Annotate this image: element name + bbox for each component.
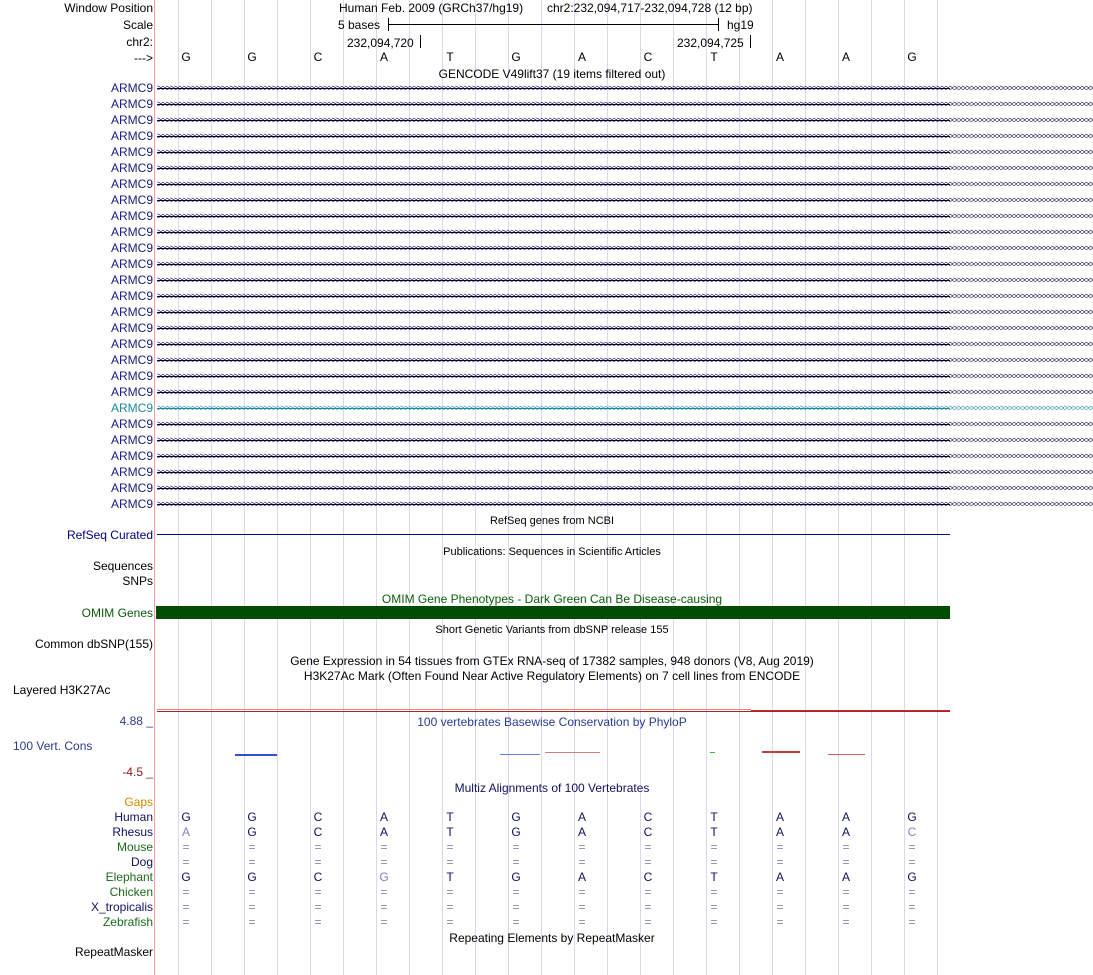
alignment-base: C <box>907 825 917 839</box>
alignment-base: = <box>248 840 256 854</box>
alignment-base: = <box>578 915 586 929</box>
alignment-base: = <box>512 915 520 929</box>
species-label[interactable]: X_tropicalis <box>90 900 153 914</box>
alignment-base: = <box>314 840 322 854</box>
alignment-base: A <box>775 810 784 824</box>
alignment-base: = <box>182 885 190 899</box>
gencode-gene-label[interactable]: ARMC9 <box>110 305 153 319</box>
phylop-min: -4.5 _ <box>122 765 153 779</box>
scale-db: hg19 <box>727 18 754 32</box>
coord-2: 232,094,725 <box>677 36 744 50</box>
alignment-base: = <box>908 900 916 914</box>
strand-arrows: >>>>>>>>>>>>>>>>>>>>>>>>>>>>>>>>>>>>>>>>>>>>>>>>>>>>>>>>>>>>>>>>>>>>>>>>>>>>>>>>>>>>>>>>>>>>>>>>>>>>>>>>>>>>>>>>>>>>>>>>>>>>>>>>>>>>>>>>>>>>>>>>>>>>>>>>>>>>>>>>>>>>>>>>>>>>>>>>>>>>>>>>>>>>>>>>>>>>>>>>>>>>>>>>>>>>>>>>>>>> <box>157 307 1093 317</box>
alignment-base: = <box>512 900 520 914</box>
strand-arrows: >>>>>>>>>>>>>>>>>>>>>>>>>>>>>>>>>>>>>>>>>>>>>>>>>>>>>>>>>>>>>>>>>>>>>>>>>>>>>>>>>>>>>>>>>>>>>>>>>>>>>>>>>>>>>>>>>>>>>>>>>>>>>>>>>>>>>>>>>>>>>>>>>>>>>>>>>>>>>>>>>>>>>>>>>>>>>>>>>>>>>>>>>>>>>>>>>>>>>>>>>>>>>>>>>>>>>>>>>>>> <box>157 483 1093 493</box>
strand-arrows: >>>>>>>>>>>>>>>>>>>>>>>>>>>>>>>>>>>>>>>>>>>>>>>>>>>>>>>>>>>>>>>>>>>>>>>>>>>>>>>>>>>>>>>>>>>>>>>>>>>>>>>>>>>>>>>>>>>>>>>>>>>>>>>>>>>>>>>>>>>>>>>>>>>>>>>>>>>>>>>>>>>>>>>>>>>>>>>>>>>>>>>>>>>>>>>>>>>>>>>>>>>>>>>>>>>>>>>>>>>> <box>157 291 1093 301</box>
refseq-feature[interactable] <box>157 534 950 535</box>
alignment-base: = <box>644 840 652 854</box>
coord-1: 232,094,720 <box>347 36 414 50</box>
alignment-base: G <box>247 825 257 839</box>
scale-label: Scale <box>122 18 153 32</box>
gtex-title[interactable]: Gene Expression in 54 tissues from GTEx RNA-seq of 17382 samples, 948 donors (V8, Aug 2019) <box>290 654 814 668</box>
gencode-gene-label[interactable]: ARMC9 <box>110 417 153 431</box>
base-letter: G <box>907 50 917 64</box>
base-letter: C <box>313 50 323 64</box>
gencode-gene-label[interactable]: ARMC9 <box>110 289 153 303</box>
alignment-base: G <box>379 870 389 884</box>
alignment-base: G <box>511 870 521 884</box>
alignment-base: T <box>710 870 718 884</box>
base-letter: A <box>775 50 784 64</box>
alignment-base: = <box>710 840 718 854</box>
gencode-gene-label[interactable]: ARMC9 <box>110 81 153 95</box>
omim-title[interactable]: OMIM Gene Phenotypes - Dark Green Can Be Disease-causing <box>381 592 723 606</box>
gencode-gene-label[interactable]: ARMC9 <box>110 481 153 495</box>
alignment-base: = <box>908 885 916 899</box>
gencode-gene-label[interactable]: ARMC9 <box>110 209 153 223</box>
species-label[interactable]: Elephant <box>105 870 153 884</box>
alignment-base: A <box>379 810 388 824</box>
alignment-base: C <box>313 870 323 884</box>
gencode-gene-label[interactable]: ARMC9 <box>110 433 153 447</box>
strand-arrows: >>>>>>>>>>>>>>>>>>>>>>>>>>>>>>>>>>>>>>>>>>>>>>>>>>>>>>>>>>>>>>>>>>>>>>>>>>>>>>>>>>>>>>>>>>>>>>>>>>>>>>>>>>>>>>>>>>>>>>>>>>>>>>>>>>>>>>>>>>>>>>>>>>>>>>>>>>>>>>>>>>>>>>>>>>>>>>>>>>>>>>>>>>>>>>>>>>>>>>>>>>>>>>>>>>>>>>>>>>>> <box>157 131 1093 141</box>
strand-arrows: >>>>>>>>>>>>>>>>>>>>>>>>>>>>>>>>>>>>>>>>>>>>>>>>>>>>>>>>>>>>>>>>>>>>>>>>>>>>>>>>>>>>>>>>>>>>>>>>>>>>>>>>>>>>>>>>>>>>>>>>>>>>>>>>>>>>>>>>>>>>>>>>>>>>>>>>>>>>>>>>>>>>>>>>>>>>>>>>>>>>>>>>>>>>>>>>>>>>>>>>>>>>>>>>>>>>>>>>>>>> <box>157 83 1093 93</box>
species-label[interactable]: Rhesus <box>112 825 153 839</box>
gencode-gene-label[interactable]: ARMC9 <box>110 257 153 271</box>
alignment-base: G <box>511 825 521 839</box>
alignment-base: = <box>644 915 652 929</box>
phylop-max: 4.88 _ <box>119 714 153 728</box>
alignment-base: = <box>380 840 388 854</box>
alignment-base: T <box>446 810 454 824</box>
alignment-base: = <box>248 900 256 914</box>
base-letter: A <box>577 50 586 64</box>
alignment-base: = <box>182 900 190 914</box>
alignment-base: = <box>182 840 190 854</box>
phylop-mark-3 <box>545 752 600 753</box>
alignment-base: = <box>710 855 718 869</box>
alignment-base: = <box>908 915 916 929</box>
chrom-label: chr2: <box>126 35 153 49</box>
phylop-mark-6 <box>828 754 865 755</box>
alignment-base: = <box>380 915 388 929</box>
h3k27ac-baseline <box>157 711 950 712</box>
gencode-gene-label[interactable]: ARMC9 <box>110 465 153 479</box>
coord-2-tick <box>750 35 751 48</box>
omim-label[interactable]: OMIM Genes <box>81 606 153 620</box>
strand-arrows: >>>>>>>>>>>>>>>>>>>>>>>>>>>>>>>>>>>>>>>>>>>>>>>>>>>>>>>>>>>>>>>>>>>>>>>>>>>>>>>>>>>>>>>>>>>>>>>>>>>>>>>>>>>>>>>>>>>>>>>>>>>>>>>>>>>>>>>>>>>>>>>>>>>>>>>>>>>>>>>>>>>>>>>>>>>>>>>>>>>>>>>>>>>>>>>>>>>>>>>>>>>>>>>>>>>>>>>>>>>> <box>157 259 1093 269</box>
alignment-base: C <box>313 810 323 824</box>
multiz-title[interactable]: Multiz Alignments of 100 Vertebrates <box>454 781 650 795</box>
strand-arrows: >>>>>>>>>>>>>>>>>>>>>>>>>>>>>>>>>>>>>>>>>>>>>>>>>>>>>>>>>>>>>>>>>>>>>>>>>>>>>>>>>>>>>>>>>>>>>>>>>>>>>>>>>>>>>>>>>>>>>>>>>>>>>>>>>>>>>>>>>>>>>>>>>>>>>>>>>>>>>>>>>>>>>>>>>>>>>>>>>>>>>>>>>>>>>>>>>>>>>>>>>>>>>>>>>>>>>>>>>>>> <box>157 451 1093 461</box>
strand-arrows: >>>>>>>>>>>>>>>>>>>>>>>>>>>>>>>>>>>>>>>>>>>>>>>>>>>>>>>>>>>>>>>>>>>>>>>>>>>>>>>>>>>>>>>>>>>>>>>>>>>>>>>>>>>>>>>>>>>>>>>>>>>>>>>>>>>>>>>>>>>>>>>>>>>>>>>>>>>>>>>>>>>>>>>>>>>>>>>>>>>>>>>>>>>>>>>>>>>>>>>>>>>>>>>>>>>>>>>>>>>> <box>157 179 1093 189</box>
gencode-gene-label[interactable]: ARMC9 <box>110 321 153 335</box>
strand-arrows: >>>>>>>>>>>>>>>>>>>>>>>>>>>>>>>>>>>>>>>>>>>>>>>>>>>>>>>>>>>>>>>>>>>>>>>>>>>>>>>>>>>>>>>>>>>>>>>>>>>>>>>>>>>>>>>>>>>>>>>>>>>>>>>>>>>>>>>>>>>>>>>>>>>>>>>>>>>>>>>>>>>>>>>>>>>>>>>>>>>>>>>>>>>>>>>>>>>>>>>>>>>>>>>>>>>>>>>>>>>> <box>157 99 1093 109</box>
dbsnp-label[interactable]: Common dbSNP(155) <box>34 637 153 651</box>
scale-text: 5 bases <box>338 18 381 32</box>
alignment-base: = <box>314 855 322 869</box>
alignment-base: = <box>578 855 586 869</box>
phylop-title[interactable]: 100 vertebrates Basewise Conservation by PhyloP <box>417 715 687 729</box>
repeatmasker-title[interactable]: Repeating Elements by RepeatMasker <box>449 931 655 945</box>
alignment-base: T <box>446 825 454 839</box>
alignment-base: C <box>643 810 653 824</box>
species-label[interactable]: Chicken <box>109 885 153 899</box>
strand-arrows: >>>>>>>>>>>>>>>>>>>>>>>>>>>>>>>>>>>>>>>>>>>>>>>>>>>>>>>>>>>>>>>>>>>>>>>>>>>>>>>>>>>>>>>>>>>>>>>>>>>>>>>>>>>>>>>>>>>>>>>>>>>>>>>>>>>>>>>>>>>>>>>>>>>>>>>>>>>>>>>>>>>>>>>>>>>>>>>>>>>>>>>>>>>>>>>>>>>>>>>>>>>>>>>>>>>>>>>>>>>> <box>157 467 1093 477</box>
alignment-base: A <box>181 825 190 839</box>
alignment-base: G <box>247 810 257 824</box>
gencode-gene-label[interactable]: ARMC9 <box>110 385 153 399</box>
gencode-gene-label[interactable]: ARMC9 <box>110 161 153 175</box>
alignment-base: G <box>181 870 191 884</box>
repeatmasker-label[interactable]: RepeatMasker <box>74 945 153 959</box>
base-letter: G <box>247 50 257 64</box>
gencode-title[interactable]: GENCODE V49lift37 (19 items filtered out) <box>438 67 666 81</box>
species-label[interactable]: Human <box>114 810 153 824</box>
strand-arrows: >>>>>>>>>>>>>>>>>>>>>>>>>>>>>>>>>>>>>>>>>>>>>>>>>>>>>>>>>>>>>>>>>>>>>>>>>>>>>>>>>>>>>>>>>>>>>>>>>>>>>>>>>>>>>>>>>>>>>>>>>>>>>>>>>>>>>>>>>>>>>>>>>>>>>>>>>>>>>>>>>>>>>>>>>>>>>>>>>>>>>>>>>>>>>>>>>>>>>>>>>>>>>>>>>>>>>>>>>>>> <box>157 195 1093 205</box>
alignment-base: = <box>710 915 718 929</box>
base-letter: G <box>181 50 191 64</box>
alignment-base: A <box>841 810 850 824</box>
alignment-base: = <box>512 855 520 869</box>
species-label[interactable]: Zebrafish <box>102 915 153 929</box>
gencode-gene-label[interactable]: ARMC9 <box>110 497 153 511</box>
strand-arrows: >>>>>>>>>>>>>>>>>>>>>>>>>>>>>>>>>>>>>>>>>>>>>>>>>>>>>>>>>>>>>>>>>>>>>>>>>>>>>>>>>>>>>>>>>>>>>>>>>>>>>>>>>>>>>>>>>>>>>>>>>>>>>>>>>>>>>>>>>>>>>>>>>>>>>>>>>>>>>>>>>>>>>>>>>>>>>>>>>>>>>>>>>>>>>>>>>>>>>>>>>>>>>>>>>>>>>>>>>>>> <box>157 243 1093 253</box>
label-divider <box>154 0 155 975</box>
alignment-base: G <box>511 810 521 824</box>
strand-arrows: >>>>>>>>>>>>>>>>>>>>>>>>>>>>>>>>>>>>>>>>>>>>>>>>>>>>>>>>>>>>>>>>>>>>>>>>>>>>>>>>>>>>>>>>>>>>>>>>>>>>>>>>>>>>>>>>>>>>>>>>>>>>>>>>>>>>>>>>>>>>>>>>>>>>>>>>>>>>>>>>>>>>>>>>>>>>>>>>>>>>>>>>>>>>>>>>>>>>>>>>>>>>>>>>>>>>>>>>>>>> <box>157 435 1093 445</box>
alignment-base: A <box>841 870 850 884</box>
alignment-base: A <box>577 825 586 839</box>
gencode-gene-label[interactable]: ARMC9 <box>110 193 153 207</box>
alignment-base: = <box>644 855 652 869</box>
alignment-base: = <box>512 840 520 854</box>
alignment-base: = <box>446 840 454 854</box>
alignment-base: = <box>776 915 784 929</box>
gencode-gene-label[interactable]: ARMC9 <box>110 177 153 191</box>
alignment-base: = <box>182 915 190 929</box>
strand-arrows: >>>>>>>>>>>>>>>>>>>>>>>>>>>>>>>>>>>>>>>>>>>>>>>>>>>>>>>>>>>>>>>>>>>>>>>>>>>>>>>>>>>>>>>>>>>>>>>>>>>>>>>>>>>>>>>>>>>>>>>>>>>>>>>>>>>>>>>>>>>>>>>>>>>>>>>>>>>>>>>>>>>>>>>>>>>>>>>>>>>>>>>>>>>>>>>>>>>>>>>>>>>>>>>>>>>>>>>>>>>> <box>157 323 1093 333</box>
base-letter: T <box>710 50 718 64</box>
base-letter: A <box>379 50 388 64</box>
strand-label: ---> <box>134 51 153 65</box>
alignment-base: = <box>512 885 520 899</box>
gencode-gene-label[interactable]: ARMC9 <box>110 225 153 239</box>
alignment-base: = <box>644 885 652 899</box>
position-text: chr2:232,094,717-232,094,728 (12 bp) <box>547 1 753 15</box>
publications-title[interactable]: Publications: Sequences in Scientific Articles <box>443 546 661 558</box>
alignment-base: = <box>578 885 586 899</box>
alignment-base: = <box>182 855 190 869</box>
strand-arrows: >>>>>>>>>>>>>>>>>>>>>>>>>>>>>>>>>>>>>>>>>>>>>>>>>>>>>>>>>>>>>>>>>>>>>>>>>>>>>>>>>>>>>>>>>>>>>>>>>>>>>>>>>>>>>>>>>>>>>>>>>>>>>>>>>>>>>>>>>>>>>>>>>>>>>>>>>>>>>>>>>>>>>>>>>>>>>>>>>>>>>>>>>>>>>>>>>>>>>>>>>>>>>>>>>>>>>>>>>>>> <box>157 371 1093 381</box>
alignment-base: A <box>577 870 586 884</box>
strand-arrows: >>>>>>>>>>>>>>>>>>>>>>>>>>>>>>>>>>>>>>>>>>>>>>>>>>>>>>>>>>>>>>>>>>>>>>>>>>>>>>>>>>>>>>>>>>>>>>>>>>>>>>>>>>>>>>>>>>>>>>>>>>>>>>>>>>>>>>>>>>>>>>>>>>>>>>>>>>>>>>>>>>>>>>>>>>>>>>>>>>>>>>>>>>>>>>>>>>>>>>>>>>>>>>>>>>>>>>>>>>>> <box>157 163 1093 173</box>
alignment-base: = <box>446 915 454 929</box>
phylop-mark-5 <box>762 751 800 753</box>
alignment-base: = <box>908 840 916 854</box>
refseq-label[interactable]: RefSeq Curated <box>66 528 153 542</box>
gencode-gene-label[interactable]: ARMC9 <box>110 353 153 367</box>
alignment-base: G <box>907 810 917 824</box>
strand-arrows: >>>>>>>>>>>>>>>>>>>>>>>>>>>>>>>>>>>>>>>>>>>>>>>>>>>>>>>>>>>>>>>>>>>>>>>>>>>>>>>>>>>>>>>>>>>>>>>>>>>>>>>>>>>>>>>>>>>>>>>>>>>>>>>>>>>>>>>>>>>>>>>>>>>>>>>>>>>>>>>>>>>>>>>>>>>>>>>>>>>>>>>>>>>>>>>>>>>>>>>>>>>>>>>>>>>>>>>>>>>> <box>157 275 1093 285</box>
strand-arrows: >>>>>>>>>>>>>>>>>>>>>>>>>>>>>>>>>>>>>>>>>>>>>>>>>>>>>>>>>>>>>>>>>>>>>>>>>>>>>>>>>>>>>>>>>>>>>>>>>>>>>>>>>>>>>>>>>>>>>>>>>>>>>>>>>>>>>>>>>>>>>>>>>>>>>>>>>>>>>>>>>>>>>>>>>>>>>>>>>>>>>>>>>>>>>>>>>>>>>>>>>>>>>>>>>>>>>>>>>>>> <box>157 115 1093 125</box>
alignment-base: = <box>842 915 850 929</box>
base-letter: T <box>446 50 454 64</box>
refseq-title[interactable]: RefSeq genes from NCBI <box>489 515 615 527</box>
alignment-base: = <box>446 855 454 869</box>
alignment-base: = <box>248 885 256 899</box>
sequences-label[interactable]: Sequences <box>92 559 153 573</box>
alignment-base: = <box>578 840 586 854</box>
alignment-base: = <box>248 915 256 929</box>
dbsnp-title[interactable]: Short Genetic Variants from dbSNP release 155 <box>435 624 669 636</box>
phylop-label[interactable]: 100 Vert. Cons <box>13 739 93 753</box>
alignment-base: A <box>775 825 784 839</box>
omim-feature[interactable] <box>156 606 950 619</box>
gencode-gene-label[interactable]: ARMC9 <box>110 337 153 351</box>
phylop-mark-1 <box>235 754 277 756</box>
coord-1-tick <box>420 35 421 48</box>
strand-arrows: >>>>>>>>>>>>>>>>>>>>>>>>>>>>>>>>>>>>>>>>>>>>>>>>>>>>>>>>>>>>>>>>>>>>>>>>>>>>>>>>>>>>>>>>>>>>>>>>>>>>>>>>>>>>>>>>>>>>>>>>>>>>>>>>>>>>>>>>>>>>>>>>>>>>>>>>>>>>>>>>>>>>>>>>>>>>>>>>>>>>>>>>>>>>>>>>>>>>>>>>>>>>>>>>>>>>>>>>>>>> <box>157 355 1093 365</box>
strand-arrows: >>>>>>>>>>>>>>>>>>>>>>>>>>>>>>>>>>>>>>>>>>>>>>>>>>>>>>>>>>>>>>>>>>>>>>>>>>>>>>>>>>>>>>>>>>>>>>>>>>>>>>>>>>>>>>>>>>>>>>>>>>>>>>>>>>>>>>>>>>>>>>>>>>>>>>>>>>>>>>>>>>>>>>>>>>>>>>>>>>>>>>>>>>>>>>>>>>>>>>>>>>>>>>>>>>>>>>>>>>>> <box>157 387 1093 397</box>
alignment-base: = <box>578 900 586 914</box>
alignment-base: = <box>842 840 850 854</box>
gaps-label[interactable]: Gaps <box>124 795 153 809</box>
base-letter: C <box>643 50 653 64</box>
alignment-base: G <box>247 870 257 884</box>
strand-arrows: >>>>>>>>>>>>>>>>>>>>>>>>>>>>>>>>>>>>>>>>>>>>>>>>>>>>>>>>>>>>>>>>>>>>>>>>>>>>>>>>>>>>>>>>>>>>>>>>>>>>>>>>>>>>>>>>>>>>>>>>>>>>>>>>>>>>>>>>>>>>>>>>>>>>>>>>>>>>>>>>>>>>>>>>>>>>>>>>>>>>>>>>>>>>>>>>>>>>>>>>>>>>>>>>>>>>>>>>>>>> <box>157 211 1093 221</box>
scale-bar-left-tick <box>388 18 389 31</box>
alignment-base: T <box>710 810 718 824</box>
h3k27ac-label[interactable]: Layered H3K27Ac <box>13 683 111 697</box>
gencode-gene-label[interactable]: ARMC9 <box>110 97 153 111</box>
alignment-base: = <box>380 885 388 899</box>
alignment-base: A <box>841 825 850 839</box>
alignment-base: = <box>842 855 850 869</box>
strand-arrows: >>>>>>>>>>>>>>>>>>>>>>>>>>>>>>>>>>>>>>>>>>>>>>>>>>>>>>>>>>>>>>>>>>>>>>>>>>>>>>>>>>>>>>>>>>>>>>>>>>>>>>>>>>>>>>>>>>>>>>>>>>>>>>>>>>>>>>>>>>>>>>>>>>>>>>>>>>>>>>>>>>>>>>>>>>>>>>>>>>>>>>>>>>>>>>>>>>>>>>>>>>>>>>>>>>>>>>>>>>>> <box>157 227 1093 237</box>
strand-arrows: >>>>>>>>>>>>>>>>>>>>>>>>>>>>>>>>>>>>>>>>>>>>>>>>>>>>>>>>>>>>>>>>>>>>>>>>>>>>>>>>>>>>>>>>>>>>>>>>>>>>>>>>>>>>>>>>>>>>>>>>>>>>>>>>>>>>>>>>>>>>>>>>>>>>>>>>>>>>>>>>>>>>>>>>>>>>>>>>>>>>>>>>>>>>>>>>>>>>>>>>>>>>>>>>>>>>>>>>>>>> <box>157 499 1093 509</box>
alignment-base: = <box>446 900 454 914</box>
alignment-base: G <box>181 810 191 824</box>
base-letter: G <box>511 50 521 64</box>
alignment-base: C <box>313 825 323 839</box>
alignment-base: = <box>380 855 388 869</box>
alignment-base: A <box>775 870 784 884</box>
alignment-base: = <box>842 900 850 914</box>
strand-arrows: >>>>>>>>>>>>>>>>>>>>>>>>>>>>>>>>>>>>>>>>>>>>>>>>>>>>>>>>>>>>>>>>>>>>>>>>>>>>>>>>>>>>>>>>>>>>>>>>>>>>>>>>>>>>>>>>>>>>>>>>>>>>>>>>>>>>>>>>>>>>>>>>>>>>>>>>>>>>>>>>>>>>>>>>>>>>>>>>>>>>>>>>>>>>>>>>>>>>>>>>>>>>>>>>>>>>>>>>>>>> <box>157 419 1093 429</box>
phylop-mark-2 <box>500 754 540 755</box>
alignment-base: = <box>446 885 454 899</box>
alignment-base: = <box>776 900 784 914</box>
snps-label[interactable]: SNPs <box>122 574 153 588</box>
gencode-gene-label[interactable]: ARMC9 <box>110 113 153 127</box>
species-label[interactable]: Mouse <box>116 840 153 854</box>
alignment-base: = <box>842 885 850 899</box>
alignment-base: = <box>710 885 718 899</box>
alignment-base: = <box>314 885 322 899</box>
base-letter: A <box>841 50 850 64</box>
alignment-base: = <box>908 855 916 869</box>
alignment-base: C <box>643 825 653 839</box>
species-label[interactable]: Dog <box>130 855 153 869</box>
alignment-base: T <box>710 825 718 839</box>
alignment-base: = <box>776 885 784 899</box>
h3k27ac-signal-a <box>157 709 751 710</box>
gencode-gene-label[interactable]: ARMC9 <box>110 369 153 383</box>
alignment-base: = <box>314 915 322 929</box>
alignment-base: = <box>710 900 718 914</box>
alignment-base: = <box>776 855 784 869</box>
gencode-gene-label[interactable]: ARMC9 <box>110 129 153 143</box>
alignment-base: A <box>577 810 586 824</box>
assembly-text: Human Feb. 2009 (GRCh37/hg19) <box>339 1 524 15</box>
alignment-base: = <box>314 900 322 914</box>
window-position-label: Window Position <box>64 1 153 15</box>
alignment-base: G <box>907 870 917 884</box>
strand-arrows: >>>>>>>>>>>>>>>>>>>>>>>>>>>>>>>>>>>>>>>>>>>>>>>>>>>>>>>>>>>>>>>>>>>>>>>>>>>>>>>>>>>>>>>>>>>>>>>>>>>>>>>>>>>>>>>>>>>>>>>>>>>>>>>>>>>>>>>>>>>>>>>>>>>>>>>>>>>>>>>>>>>>>>>>>>>>>>>>>>>>>>>>>>>>>>>>>>>>>>>>>>>>>>>>>>>>>>>>>>>> <box>157 403 1093 413</box>
alignment-base: = <box>248 855 256 869</box>
alignment-base: = <box>644 900 652 914</box>
scale-bar <box>388 24 718 25</box>
phylop-mark-4 <box>710 752 715 753</box>
gencode-gene-label[interactable]: ARMC9 <box>110 241 153 255</box>
gencode-gene-label[interactable]: ARMC9 <box>110 273 153 287</box>
gencode-gene-label[interactable]: ARMC9 <box>110 449 153 463</box>
gencode-gene-label[interactable]: ARMC9 <box>110 401 153 415</box>
strand-arrows: >>>>>>>>>>>>>>>>>>>>>>>>>>>>>>>>>>>>>>>>>>>>>>>>>>>>>>>>>>>>>>>>>>>>>>>>>>>>>>>>>>>>>>>>>>>>>>>>>>>>>>>>>>>>>>>>>>>>>>>>>>>>>>>>>>>>>>>>>>>>>>>>>>>>>>>>>>>>>>>>>>>>>>>>>>>>>>>>>>>>>>>>>>>>>>>>>>>>>>>>>>>>>>>>>>>>>>>>>>>> <box>157 147 1093 157</box>
alignment-base: T <box>446 870 454 884</box>
strand-arrows: >>>>>>>>>>>>>>>>>>>>>>>>>>>>>>>>>>>>>>>>>>>>>>>>>>>>>>>>>>>>>>>>>>>>>>>>>>>>>>>>>>>>>>>>>>>>>>>>>>>>>>>>>>>>>>>>>>>>>>>>>>>>>>>>>>>>>>>>>>>>>>>>>>>>>>>>>>>>>>>>>>>>>>>>>>>>>>>>>>>>>>>>>>>>>>>>>>>>>>>>>>>>>>>>>>>>>>>>>>>> <box>157 339 1093 349</box>
gencode-gene-label[interactable]: ARMC9 <box>110 145 153 159</box>
alignment-base: = <box>380 900 388 914</box>
h3k27ac-title[interactable]: H3K27Ac Mark (Often Found Near Active Regulatory Elements) on 7 cell lines from ENCODE <box>303 669 801 683</box>
alignment-base: A <box>379 825 388 839</box>
alignment-base: C <box>643 870 653 884</box>
alignment-base: = <box>776 840 784 854</box>
scale-bar-right-tick <box>718 18 719 31</box>
